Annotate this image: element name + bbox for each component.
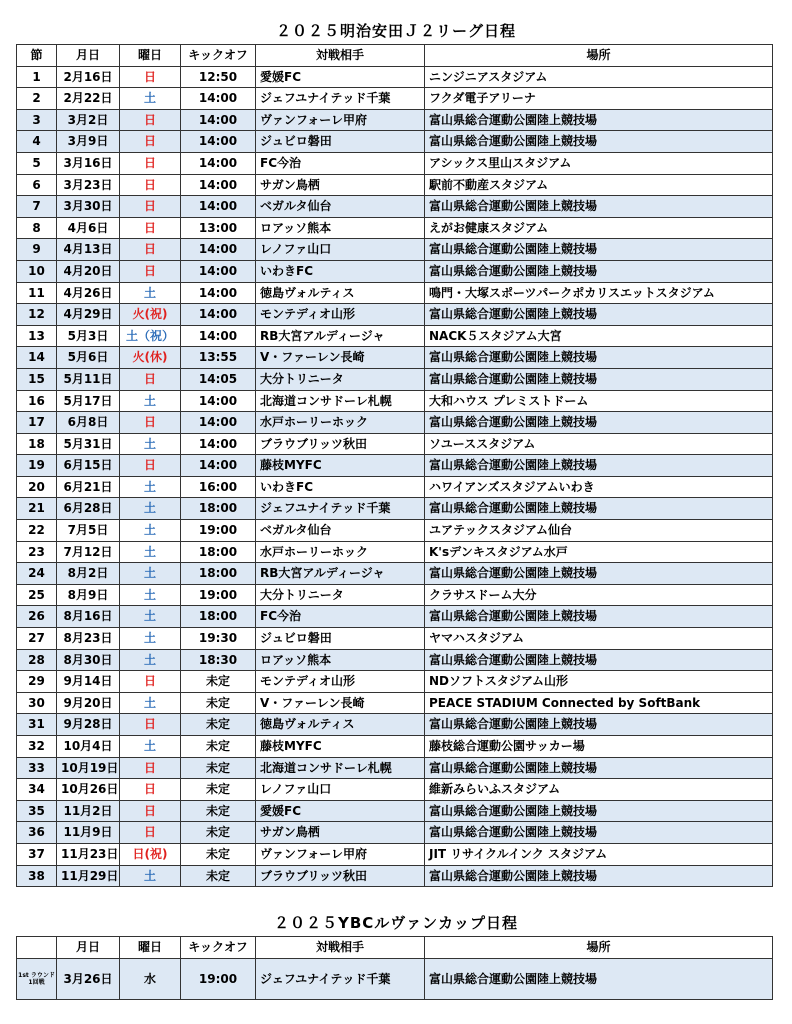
round-cell: 6 [17, 174, 57, 196]
opponent-cell: ジュビロ磐田 [256, 131, 425, 153]
kickoff-cell: 14:00 [181, 260, 256, 282]
table-row [17, 131, 773, 153]
opponent-cell: ブラウブリッツ秋田 [256, 865, 425, 887]
date-cell: 6月15日 [57, 455, 120, 477]
round-cell: 12 [17, 304, 57, 326]
opponent-cell: V・ファーレン長崎 [256, 692, 425, 714]
venue-cell: 大和ハウス プレミストドーム [425, 390, 773, 412]
kickoff-cell: 13:00 [181, 217, 256, 239]
table-row [17, 800, 773, 822]
round-cell: 14 [17, 347, 57, 369]
kickoff-cell: 14:00 [181, 390, 256, 412]
opponent-cell: サガン鳥栖 [256, 174, 425, 196]
date-cell: 10月4日 [57, 736, 120, 758]
opponent-cell: ベガルタ仙台 [256, 520, 425, 542]
table-row [17, 217, 773, 239]
date-cell: 5月6日 [57, 347, 120, 369]
table-header-row [17, 45, 773, 67]
opponent-cell: V・ファーレン長崎 [256, 347, 425, 369]
header-date: 月日 [57, 45, 120, 67]
venue-cell: 富山県総合運動公園陸上競技場 [425, 412, 773, 434]
weekday-cell: 日 [120, 800, 181, 822]
table-row [17, 174, 773, 196]
table-row [17, 692, 773, 714]
kickoff-cell: 未定 [181, 843, 256, 865]
header-kickoff: キックオフ [181, 937, 256, 959]
kickoff-cell: 19:00 [181, 584, 256, 606]
round-cell: 26 [17, 606, 57, 628]
table-row [17, 714, 773, 736]
date-cell: 8月9日 [57, 584, 120, 606]
opponent-cell: ベガルタ仙台 [256, 196, 425, 218]
round-cell: 25 [17, 584, 57, 606]
round-cell: 37 [17, 843, 57, 865]
weekday-cell: 日 [120, 66, 181, 88]
round-cell: 21 [17, 498, 57, 520]
opponent-cell: ジュビロ磐田 [256, 628, 425, 650]
weekday-cell: 日 [120, 217, 181, 239]
table-row [17, 958, 773, 999]
venue-cell: 富山県総合運動公園陸上競技場 [425, 958, 773, 999]
round-cell: 8 [17, 217, 57, 239]
opponent-cell: 徳島ヴォルティス [256, 282, 425, 304]
round-cell: 38 [17, 865, 57, 887]
weekday-cell: 日 [120, 757, 181, 779]
date-cell: 3月16日 [57, 152, 120, 174]
table-row [17, 390, 773, 412]
venue-cell: JIT リサイクルインク スタジアム [425, 843, 773, 865]
kickoff-cell: 未定 [181, 736, 256, 758]
table-row [17, 88, 773, 110]
cup-schedule-body [17, 958, 773, 999]
round-cell: 17 [17, 412, 57, 434]
venue-cell: K'sデンキスタジアム水戸 [425, 541, 773, 563]
date-cell: 11月2日 [57, 800, 120, 822]
opponent-cell: 徳島ヴォルティス [256, 714, 425, 736]
header-round: 節 [17, 45, 57, 67]
opponent-cell: 水戸ホーリーホック [256, 541, 425, 563]
venue-cell: 富山県総合運動公園陸上競技場 [425, 563, 773, 585]
opponent-cell: モンテディオ山形 [256, 304, 425, 326]
cup-schedule-table [16, 936, 773, 1000]
venue-cell: ユアテックスタジアム仙台 [425, 520, 773, 542]
date-cell: 3月9日 [57, 131, 120, 153]
date-cell: 6月8日 [57, 412, 120, 434]
table-row [17, 455, 773, 477]
round-cell: 18 [17, 433, 57, 455]
venue-cell: 富山県総合運動公園陸上競技場 [425, 649, 773, 671]
weekday-cell: 土 [120, 692, 181, 714]
weekday-cell: 土 [120, 476, 181, 498]
table-row [17, 412, 773, 434]
opponent-cell: RB大宮アルディージャ [256, 563, 425, 585]
date-cell: 4月26日 [57, 282, 120, 304]
opponent-cell: ヴァンフォーレ甲府 [256, 109, 425, 131]
weekday-cell: 日 [120, 714, 181, 736]
weekday-cell: 土 [120, 520, 181, 542]
opponent-cell: ヴァンフォーレ甲府 [256, 843, 425, 865]
weekday-cell: 土 [120, 498, 181, 520]
venue-cell: 富山県総合運動公園陸上競技場 [425, 800, 773, 822]
kickoff-cell: 16:00 [181, 476, 256, 498]
date-cell: 2月22日 [57, 88, 120, 110]
round-cell: 9 [17, 239, 57, 261]
opponent-cell: ブラウブリッツ秋田 [256, 433, 425, 455]
kickoff-cell: 14:00 [181, 412, 256, 434]
table-row [17, 520, 773, 542]
kickoff-cell: 未定 [181, 757, 256, 779]
venue-cell: フクダ電子アリーナ [425, 88, 773, 110]
weekday-cell: 土 [120, 541, 181, 563]
round-cell: 4 [17, 131, 57, 153]
round-cell: 15 [17, 368, 57, 390]
round-cell: 10 [17, 260, 57, 282]
weekday-cell: 土 [120, 88, 181, 110]
opponent-cell: 水戸ホーリーホック [256, 412, 425, 434]
kickoff-cell: 18:00 [181, 606, 256, 628]
date-cell: 8月2日 [57, 563, 120, 585]
date-cell: 9月20日 [57, 692, 120, 714]
date-cell: 5月17日 [57, 390, 120, 412]
round-cell: 34 [17, 779, 57, 801]
venue-cell: ハワイアンズスタジアムいわき [425, 476, 773, 498]
weekday-cell: 土 [120, 282, 181, 304]
kickoff-cell: 14:00 [181, 174, 256, 196]
date-cell: 2月16日 [57, 66, 120, 88]
weekday-cell: 日 [120, 822, 181, 844]
opponent-cell: 大分トリニータ [256, 368, 425, 390]
date-cell: 9月28日 [57, 714, 120, 736]
kickoff-cell: 未定 [181, 800, 256, 822]
opponent-cell: 愛媛FC [256, 800, 425, 822]
venue-cell: えがお健康スタジアム [425, 217, 773, 239]
table-row [17, 196, 773, 218]
opponent-cell: モンテディオ山形 [256, 671, 425, 693]
weekday-cell: 土 [120, 433, 181, 455]
weekday-cell: 日 [120, 174, 181, 196]
weekday-cell: 土（祝） [120, 325, 181, 347]
table-row [17, 628, 773, 650]
round-cell: 5 [17, 152, 57, 174]
opponent-cell: ジェフユナイテッド千葉 [256, 88, 425, 110]
round-cell: 27 [17, 628, 57, 650]
weekday-cell: 日 [120, 412, 181, 434]
kickoff-cell: 14:00 [181, 152, 256, 174]
kickoff-cell: 13:55 [181, 347, 256, 369]
table-row [17, 757, 773, 779]
date-cell: 6月28日 [57, 498, 120, 520]
round-cell: 16 [17, 390, 57, 412]
date-cell: 5月11日 [57, 368, 120, 390]
table-row [17, 368, 773, 390]
opponent-cell: ロアッソ熊本 [256, 649, 425, 671]
date-cell: 3月2日 [57, 109, 120, 131]
table-row [17, 282, 773, 304]
kickoff-cell: 14:05 [181, 368, 256, 390]
weekday-cell: 日 [120, 152, 181, 174]
round-cell: 1st ラウンド 1回戦 [17, 958, 57, 999]
kickoff-cell: 14:00 [181, 282, 256, 304]
date-cell: 10月19日 [57, 757, 120, 779]
header-venue: 場所 [425, 937, 773, 959]
kickoff-cell: 未定 [181, 779, 256, 801]
table-row [17, 66, 773, 88]
kickoff-cell: 14:00 [181, 88, 256, 110]
j2-schedule-body [17, 66, 773, 887]
table-row [17, 541, 773, 563]
weekday-cell: 火(祝) [120, 304, 181, 326]
weekday-cell: 日 [120, 671, 181, 693]
kickoff-cell: 19:00 [181, 520, 256, 542]
weekday-cell: 日(祝) [120, 843, 181, 865]
date-cell: 4月13日 [57, 239, 120, 261]
table-row [17, 563, 773, 585]
kickoff-cell: 18:00 [181, 498, 256, 520]
venue-cell: 富山県総合運動公園陸上競技場 [425, 368, 773, 390]
kickoff-cell: 19:00 [181, 958, 256, 999]
weekday-cell: 水 [120, 958, 181, 999]
weekday-cell: 土 [120, 563, 181, 585]
table-row [17, 304, 773, 326]
round-cell: 29 [17, 671, 57, 693]
venue-cell: 富山県総合運動公園陸上競技場 [425, 455, 773, 477]
venue-cell: 富山県総合運動公園陸上競技場 [425, 260, 773, 282]
opponent-cell: 北海道コンサドーレ札幌 [256, 757, 425, 779]
venue-cell: 鳴門・大塚スポーツパークポカリスエットスタジアム [425, 282, 773, 304]
header-opponent: 対戦相手 [256, 937, 425, 959]
venue-cell: NACK５スタジアム大宮 [425, 325, 773, 347]
header-date: 月日 [57, 937, 120, 959]
table-row [17, 843, 773, 865]
date-cell: 10月26日 [57, 779, 120, 801]
round-cell: 3 [17, 109, 57, 131]
kickoff-cell: 14:00 [181, 239, 256, 261]
opponent-cell: FC今治 [256, 152, 425, 174]
round-cell: 22 [17, 520, 57, 542]
round-cell: 19 [17, 455, 57, 477]
table-row [17, 649, 773, 671]
weekday-cell: 日 [120, 109, 181, 131]
table-row [17, 325, 773, 347]
kickoff-cell: 未定 [181, 692, 256, 714]
table-row [17, 239, 773, 261]
opponent-cell: いわきFC [256, 476, 425, 498]
table-row [17, 822, 773, 844]
opponent-cell: 北海道コンサドーレ札幌 [256, 390, 425, 412]
opponent-cell: 大分トリニータ [256, 584, 425, 606]
round-cell: 20 [17, 476, 57, 498]
round-cell: 24 [17, 563, 57, 585]
opponent-cell: ジェフユナイテッド千葉 [256, 498, 425, 520]
venue-cell: ヤマハスタジアム [425, 628, 773, 650]
header-opponent: 対戦相手 [256, 45, 425, 67]
date-cell: 3月26日 [57, 958, 120, 999]
round-cell: 28 [17, 649, 57, 671]
weekday-cell: 日 [120, 131, 181, 153]
weekday-cell: 土 [120, 606, 181, 628]
date-cell: 8月16日 [57, 606, 120, 628]
venue-cell: 富山県総合運動公園陸上競技場 [425, 196, 773, 218]
table-header-row [17, 937, 773, 959]
opponent-cell: いわきFC [256, 260, 425, 282]
round-cell: 36 [17, 822, 57, 844]
round-cell: 1 [17, 66, 57, 88]
opponent-cell: 愛媛FC [256, 66, 425, 88]
opponent-cell: RB大宮アルディージャ [256, 325, 425, 347]
round-cell: 7 [17, 196, 57, 218]
table-row [17, 865, 773, 887]
round-cell: 11 [17, 282, 57, 304]
weekday-cell: 日 [120, 368, 181, 390]
j2-schedule-title: ２０２５明治安田Ｊ２リーグ日程 [275, 22, 516, 40]
kickoff-cell: 14:00 [181, 196, 256, 218]
venue-cell: 駅前不動産スタジアム [425, 174, 773, 196]
venue-cell: 藤枝総合運動公園サッカー場 [425, 736, 773, 758]
opponent-cell: ロアッソ熊本 [256, 217, 425, 239]
header-weekday: 曜日 [120, 45, 181, 67]
venue-cell: アシックス里山スタジアム [425, 152, 773, 174]
cup-schedule-title: ２０２５YBCルヴァンカップ日程 [273, 914, 518, 932]
table-row [17, 736, 773, 758]
table-row [17, 671, 773, 693]
date-cell: 5月3日 [57, 325, 120, 347]
venue-cell: 富山県総合運動公園陸上競技場 [425, 347, 773, 369]
date-cell: 3月23日 [57, 174, 120, 196]
date-cell: 4月29日 [57, 304, 120, 326]
header-kickoff: キックオフ [181, 45, 256, 67]
date-cell: 7月12日 [57, 541, 120, 563]
venue-cell: 富山県総合運動公園陸上競技場 [425, 757, 773, 779]
date-cell: 5月31日 [57, 433, 120, 455]
weekday-cell: 土 [120, 736, 181, 758]
venue-cell: 富山県総合運動公園陸上競技場 [425, 498, 773, 520]
header-weekday: 曜日 [120, 937, 181, 959]
date-cell: 4月20日 [57, 260, 120, 282]
date-cell: 11月23日 [57, 843, 120, 865]
venue-cell: ソユーススタジアム [425, 433, 773, 455]
weekday-cell: 日 [120, 779, 181, 801]
venue-cell: 富山県総合運動公園陸上競技場 [425, 109, 773, 131]
table-row [17, 152, 773, 174]
kickoff-cell: 18:00 [181, 541, 256, 563]
weekday-cell: 土 [120, 628, 181, 650]
kickoff-cell: 未定 [181, 865, 256, 887]
kickoff-cell: 未定 [181, 671, 256, 693]
weekday-cell: 日 [120, 239, 181, 261]
opponent-cell: レノファ山口 [256, 239, 425, 261]
round-cell: 2 [17, 88, 57, 110]
table-row [17, 779, 773, 801]
venue-cell: 富山県総合運動公園陸上競技場 [425, 606, 773, 628]
date-cell: 4月6日 [57, 217, 120, 239]
round-cell: 13 [17, 325, 57, 347]
venue-cell: NDソフトスタジアム山形 [425, 671, 773, 693]
venue-cell: 富山県総合運動公園陸上競技場 [425, 131, 773, 153]
opponent-cell: 藤枝MYFC [256, 736, 425, 758]
kickoff-cell: 12:50 [181, 66, 256, 88]
kickoff-cell: 18:30 [181, 649, 256, 671]
kickoff-cell: 14:00 [181, 433, 256, 455]
opponent-cell: FC今治 [256, 606, 425, 628]
date-cell: 8月23日 [57, 628, 120, 650]
kickoff-cell: 19:30 [181, 628, 256, 650]
kickoff-cell: 18:00 [181, 563, 256, 585]
kickoff-cell: 14:00 [181, 304, 256, 326]
header-round [17, 937, 57, 959]
opponent-cell: 藤枝MYFC [256, 455, 425, 477]
date-cell: 8月30日 [57, 649, 120, 671]
table-row [17, 347, 773, 369]
weekday-cell: 土 [120, 649, 181, 671]
weekday-cell: 日 [120, 196, 181, 218]
weekday-cell: 土 [120, 865, 181, 887]
date-cell: 11月29日 [57, 865, 120, 887]
weekday-cell: 土 [120, 584, 181, 606]
venue-cell: PEACE STADIUM Connected by SoftBank [425, 692, 773, 714]
opponent-cell: レノファ山口 [256, 779, 425, 801]
opponent-cell: ジェフユナイテッド千葉 [256, 958, 425, 999]
date-cell: 7月5日 [57, 520, 120, 542]
round-cell: 33 [17, 757, 57, 779]
table-row [17, 584, 773, 606]
weekday-cell: 日 [120, 260, 181, 282]
venue-cell: 富山県総合運動公園陸上競技場 [425, 304, 773, 326]
date-cell: 3月30日 [57, 196, 120, 218]
kickoff-cell: 未定 [181, 822, 256, 844]
round-cell: 31 [17, 714, 57, 736]
kickoff-cell: 14:00 [181, 455, 256, 477]
venue-cell: 維新みらいふスタジアム [425, 779, 773, 801]
kickoff-cell: 14:00 [181, 325, 256, 347]
venue-cell: 富山県総合運動公園陸上競技場 [425, 822, 773, 844]
table-row [17, 260, 773, 282]
opponent-cell: サガン鳥栖 [256, 822, 425, 844]
weekday-cell: 日 [120, 455, 181, 477]
date-cell: 9月14日 [57, 671, 120, 693]
round-cell: 32 [17, 736, 57, 758]
venue-cell: 富山県総合運動公園陸上競技場 [425, 714, 773, 736]
header-venue: 場所 [425, 45, 773, 67]
venue-cell: 富山県総合運動公園陸上競技場 [425, 239, 773, 261]
j2-schedule-table [16, 44, 773, 887]
venue-cell: クラサスドーム大分 [425, 584, 773, 606]
date-cell: 11月9日 [57, 822, 120, 844]
weekday-cell: 火(休) [120, 347, 181, 369]
table-row [17, 109, 773, 131]
date-cell: 6月21日 [57, 476, 120, 498]
kickoff-cell: 未定 [181, 714, 256, 736]
venue-cell: 富山県総合運動公園陸上競技場 [425, 865, 773, 887]
table-row [17, 606, 773, 628]
kickoff-cell: 14:00 [181, 109, 256, 131]
kickoff-cell: 14:00 [181, 131, 256, 153]
table-row [17, 433, 773, 455]
weekday-cell: 土 [120, 390, 181, 412]
round-cell: 35 [17, 800, 57, 822]
table-row [17, 498, 773, 520]
venue-cell: ニンジニアスタジアム [425, 66, 773, 88]
round-cell: 23 [17, 541, 57, 563]
round-cell: 30 [17, 692, 57, 714]
table-row [17, 476, 773, 498]
